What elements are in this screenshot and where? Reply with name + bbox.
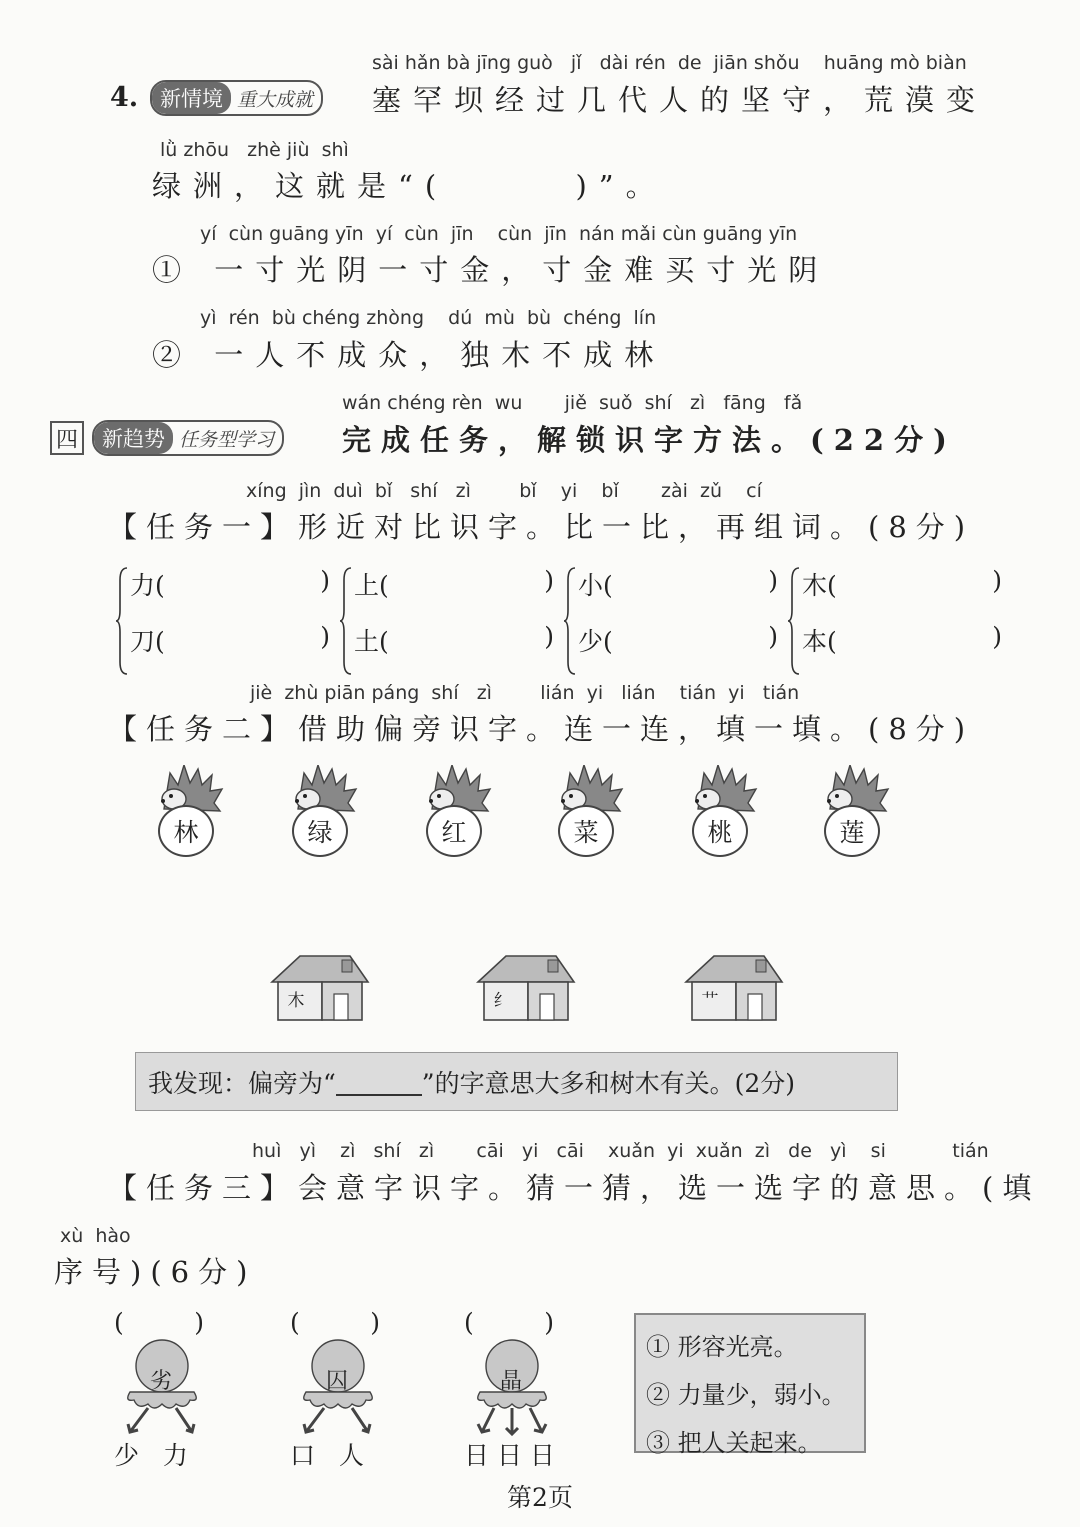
house-radical: 木 (287, 991, 305, 1011)
meaning-option: ① 形容光亮。 (646, 1333, 798, 1361)
hedgehog-card[interactable] (684, 765, 764, 855)
hedgehog-card[interactable] (550, 765, 630, 855)
house-radical: 纟 (493, 991, 511, 1011)
q4-text-line1: 塞罕坝经过几代人的坚守，荒漠变 (372, 83, 988, 117)
pair-shang-tu (340, 566, 554, 676)
brace-icon (564, 566, 576, 676)
page-number: 第2页 (507, 1483, 573, 1512)
finding-blank[interactable] (336, 1068, 422, 1096)
task3-pinyin: huì yì zì shí zì cāi yi cāi xuǎn yi xuǎn zì de yì si tián (252, 1140, 989, 1162)
pair-row-bottom[interactable]: 刀( ) (130, 622, 330, 656)
task2-pinyin: jiè zhù piān páng shí zì lián yi lián tián yi tián (250, 682, 800, 704)
pair-row-bottom[interactable]: 土( ) (354, 622, 554, 656)
section4-badge-main: 新趋势 (94, 422, 173, 454)
pair-row-top[interactable]: 木( ) (802, 566, 1002, 600)
section4-badge-sub: 任务型学习 (179, 428, 275, 451)
brace-icon (788, 566, 800, 676)
q4-option2-pinyin: yì rén bù chéng zhòng dú mù bù chéng lín (200, 307, 657, 329)
hedgehog-char: 桃 (692, 805, 748, 857)
section4-title: 完成任务，解锁识字方法。(22分) (342, 423, 957, 457)
q4-pinyin-line1: sài hǎn bà jīng guò jǐ dài rén de jiān shǒu huāng mò biàn (372, 52, 967, 74)
meaning-option: ③ 把人关起来。 (646, 1429, 822, 1457)
finding-box (135, 1052, 898, 1111)
section4-pinyin: wán chéng rèn wu jiě suǒ shí zì fāng fǎ (342, 392, 803, 414)
section4-number: 四 (50, 421, 84, 455)
house-mu[interactable] (270, 952, 370, 1022)
octopus-item (290, 1308, 420, 1468)
task1-pinyin: xíng jìn duì bǐ shí zì bǐ yi bǐ zài zǔ cí (246, 480, 762, 502)
hedgehog-char: 林 (158, 805, 214, 857)
pair-row-top[interactable]: 小( ) (578, 566, 778, 600)
pair-xiao-shao (564, 566, 778, 676)
task3-pinyin2: xù hào (60, 1225, 131, 1247)
hedgehog-char: 绿 (292, 805, 348, 857)
octopus-components: 日 日 日 (464, 1441, 555, 1470)
q4-option1-pinyin: yí cùn guāng yīn yí cùn jīn cùn jīn nán mǎi cùn guāng yīn (200, 223, 798, 245)
answer-parens[interactable]: ( ) (464, 1308, 554, 1337)
section4-badge (92, 420, 284, 456)
q4-pinyin-line2: lǜ zhōu zhè jiù shì (160, 139, 349, 161)
house-cao[interactable] (684, 952, 784, 1022)
q4-badge-main: 新情境 (152, 82, 231, 114)
house-icon (476, 952, 576, 1022)
meaning-options-box (634, 1313, 866, 1457)
task3-heading2: 序号)(6分) (54, 1255, 257, 1289)
house-icon (684, 952, 784, 1022)
hedgehog-char: 菜 (558, 805, 614, 857)
task2-heading: 【任务二】借助偏旁识字。连一连，填一填。(8分) (108, 712, 975, 746)
hedgehog-card[interactable] (150, 765, 230, 855)
task3-heading: 【任务三】会意字识字。猜一猜，选一选字的意思。(填 (108, 1171, 1041, 1205)
pair-li-dao (116, 566, 330, 676)
octopus-char: 囚 (325, 1369, 348, 1394)
octopus-item (114, 1308, 244, 1468)
finding-prefix: 我发现：偏旁为“ (148, 1068, 336, 1098)
octopus-char: 劣 (149, 1369, 172, 1394)
brace-icon (116, 566, 128, 676)
q4-text-line2: 绿洲，这就是“( )”。 (152, 169, 667, 203)
q4-badge-sub: 重大成就 (237, 88, 314, 111)
pair-row-bottom[interactable]: 少( ) (578, 622, 778, 656)
task1-heading: 【任务一】形近对比识字。比一比，再组词。(8分) (108, 510, 975, 544)
house-radical: 艹 (701, 991, 719, 1011)
finding-suffix: ”的字意思大多和树木有关。(2分) (421, 1068, 795, 1098)
answer-parens[interactable]: ( ) (114, 1308, 204, 1337)
hedgehog-card[interactable] (418, 765, 498, 855)
answer-parens[interactable]: ( ) (290, 1308, 380, 1337)
q4-option2[interactable]: ② 一人不成众，独木不成林 (152, 338, 666, 372)
hedgehog-char: 红 (426, 805, 482, 857)
house-si[interactable] (476, 952, 576, 1022)
q4-option1[interactable]: ① 一寸光阴一寸金，寸金难买寸光阴 (152, 253, 830, 287)
brace-icon (340, 566, 352, 676)
pair-row-bottom[interactable]: 本( ) (802, 622, 1002, 656)
house-icon (270, 952, 370, 1022)
hedgehog-card[interactable] (816, 765, 896, 855)
pair-row-top[interactable]: 上( ) (354, 566, 554, 600)
meaning-option: ② 力量少，弱小。 (646, 1381, 846, 1409)
pair-row-top[interactable]: 力( ) (130, 566, 330, 600)
octopus-item (464, 1308, 594, 1468)
hedgehog-card[interactable] (284, 765, 364, 855)
q4-badge (150, 80, 323, 116)
octopus-char: 晶 (499, 1369, 522, 1394)
pair-mu-ben (788, 566, 1002, 676)
octopus-components: 少 力 (114, 1441, 188, 1470)
octopus-components: 口 人 (290, 1441, 364, 1470)
q4-number: 4. (110, 82, 139, 113)
hedgehog-char: 莲 (824, 805, 880, 857)
